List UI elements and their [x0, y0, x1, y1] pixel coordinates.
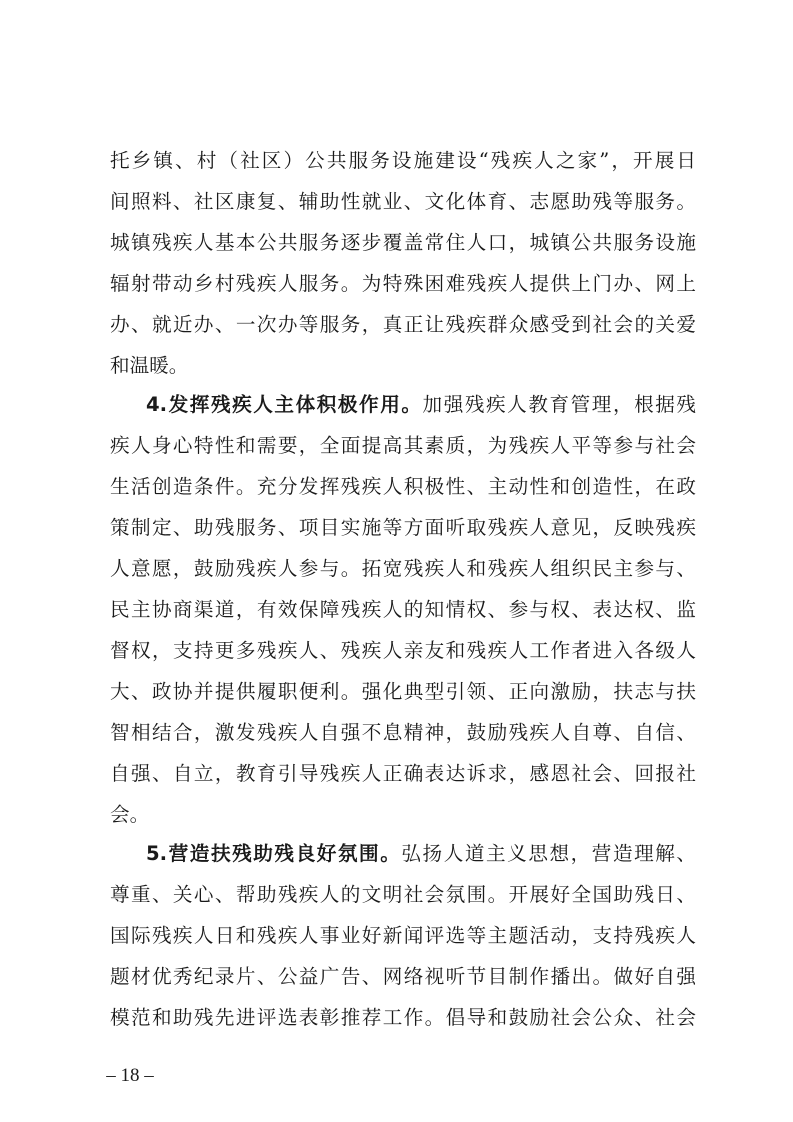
paragraph-line: 尊重、关心、帮助残疾人的文明社会氛围。开展好全国助残日、 — [110, 883, 696, 906]
paragraph-line: 民主协商渠道，有效保障残疾人的知情权、参与权、表达权、监 — [110, 598, 696, 621]
paragraph-line: 大、政协并提供履职便利。强化典型引领、正向激励，扶志与扶 — [110, 680, 696, 703]
paragraph-line: 间照料、社区康复、辅助性就业、文化体育、志愿助残等服务。 — [110, 190, 696, 213]
paragraph-line: 智相结合，激发残疾人自强不息精神，鼓励残疾人自尊、自信、 — [110, 721, 696, 744]
paragraph-line: 督权，支持更多残疾人、残疾人亲友和残疾人工作者进入各级人 — [110, 639, 696, 662]
paragraph-line: 托乡镇、村（社区）公共服务设施建设“残疾人之家”，开展日 — [110, 149, 696, 172]
page-number: – 18 – — [106, 1065, 154, 1086]
section-5-heading: 5.营造扶残助残良好氛围。 — [146, 842, 402, 865]
section-4-heading: 4.发挥残疾人主体积极作用。 — [146, 393, 423, 416]
section-5-first-line-text: 弘扬人道主义思想，营造理解、 — [401, 842, 697, 865]
paragraph-line: 城镇残疾人基本公共服务逐步覆盖常住人口，城镇公共服务设施 — [110, 231, 696, 254]
section-4-first-line-text: 加强残疾人教育管理，根据残 — [422, 393, 697, 416]
paragraph-line: 模范和助残先进评选表彰推荐工作。倡导和鼓励社会公众、社会 — [110, 1006, 696, 1029]
paragraph-line: 生活创造条件。充分发挥残疾人积极性、主动性和创造性，在政 — [110, 475, 696, 498]
paragraph-line: 疾人身心特性和需要，全面提高其素质，为残疾人平等参与社会 — [110, 434, 696, 457]
paragraph-line: 人意愿，鼓励残疾人参与。拓宽残疾人和残疾人组织民主参与、 — [110, 557, 696, 580]
section-5-first-line — [146, 834, 696, 874]
paragraph-line: 题材优秀纪录片、公益广告、网络视听节目制作播出。做好自强 — [110, 965, 696, 988]
paragraph-line: 策制定、助残服务、项目实施等方面听取残疾人意见，反映残疾 — [110, 516, 696, 539]
paragraph-line: 和温暖。 — [110, 354, 189, 377]
paragraph-line: 自强、自立，教育引导残疾人正确表达诉求，感恩社会、回报社 — [110, 762, 696, 785]
paragraph-line: 办、就近办、一次办等服务，真正让残疾群众感受到社会的关爱 — [110, 313, 696, 336]
paragraph-line: 辐射带动乡村残疾人服务。为特殊困难残疾人提供上门办、网上 — [110, 272, 696, 295]
paragraph-line: 会。 — [110, 803, 150, 826]
section-4-first-line — [146, 385, 696, 425]
paragraph-line: 国际残疾人日和残疾人事业好新闻评选等主题活动，支持残疾人 — [110, 924, 696, 947]
